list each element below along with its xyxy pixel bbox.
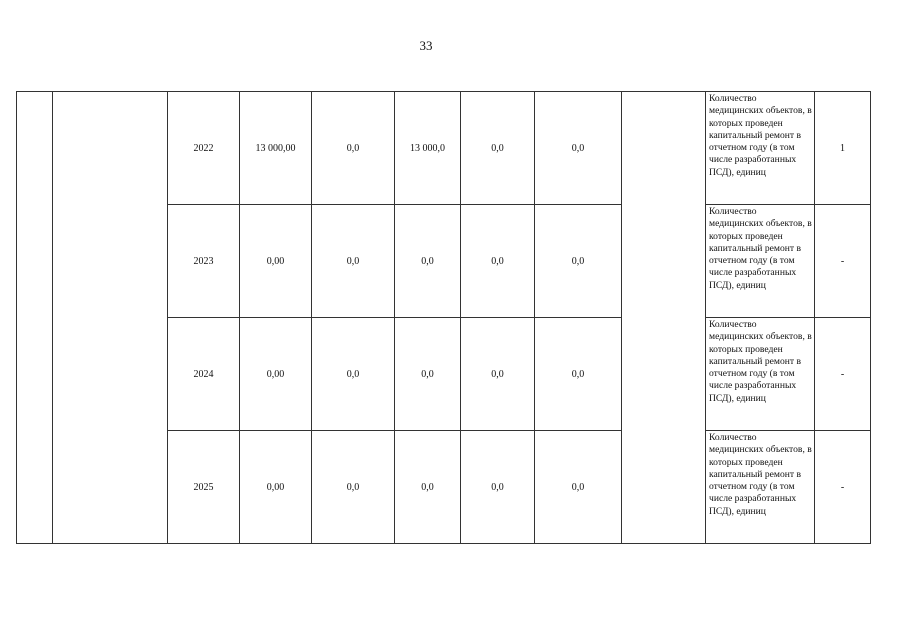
total-funding-cell: 0,00: [240, 431, 312, 544]
local-budget-cell: 0,0: [461, 92, 535, 205]
federal-budget-cell: 0,0: [312, 431, 395, 544]
other-sources-cell: 0,0: [535, 205, 622, 318]
local-budget-cell: 0,0: [461, 205, 535, 318]
program-funding-table: [16, 91, 871, 544]
row-number-cell: [17, 92, 53, 544]
year-cell: 2024: [168, 318, 240, 431]
indicator-cell: Количество медицинских объектов, в которых проведен капитальный ремонт в отчетном году (в том числе разработанных ПСД), единиц: [706, 318, 815, 431]
other-sources-cell: 0,0: [535, 318, 622, 431]
total-funding-cell: 0,00: [240, 205, 312, 318]
federal-budget-cell: 0,0: [312, 318, 395, 431]
indicator-cell: Количество медицинских объектов, в которых проведен капитальный ремонт в отчетном году (в том числе разработанных ПСД), единиц: [706, 205, 815, 318]
regional-budget-cell: 0,0: [395, 318, 461, 431]
page-number: 33: [419, 38, 433, 53]
indicator-value-cell: -: [815, 431, 871, 544]
indicator-value-cell: 1: [815, 92, 871, 205]
table-row: [17, 92, 871, 205]
regional-budget-cell: 0,0: [395, 431, 461, 544]
other-sources-cell: 0,0: [535, 92, 622, 205]
local-budget-cell: 0,0: [461, 431, 535, 544]
indicator-value-cell: -: [815, 318, 871, 431]
year-cell: 2022: [168, 92, 240, 205]
federal-budget-cell: 0,0: [312, 92, 395, 205]
indicator-value-cell: -: [815, 205, 871, 318]
federal-budget-cell: 0,0: [312, 205, 395, 318]
total-funding-cell: 0,00: [240, 318, 312, 431]
indicator-cell: Количество медицинских объектов, в которых проведен капитальный ремонт в отчетном году (в том числе разработанных ПСД), единиц: [706, 431, 815, 544]
measure-name-cell: [53, 92, 168, 544]
year-cell: 2023: [168, 205, 240, 318]
regional-budget-cell: 0,0: [395, 205, 461, 318]
other-sources-cell: 0,0: [535, 431, 622, 544]
regional-budget-cell: 13 000,0: [395, 92, 461, 205]
year-cell: 2025: [168, 431, 240, 544]
local-budget-cell: 0,0: [461, 318, 535, 431]
indicator-cell: Количество медицинских объектов, в которых проведен капитальный ремонт в отчетном году (в том числе разработанных ПСД), единиц: [706, 92, 815, 205]
responsible-executor-cell: [622, 92, 706, 544]
total-funding-cell: 13 000,00: [240, 92, 312, 205]
